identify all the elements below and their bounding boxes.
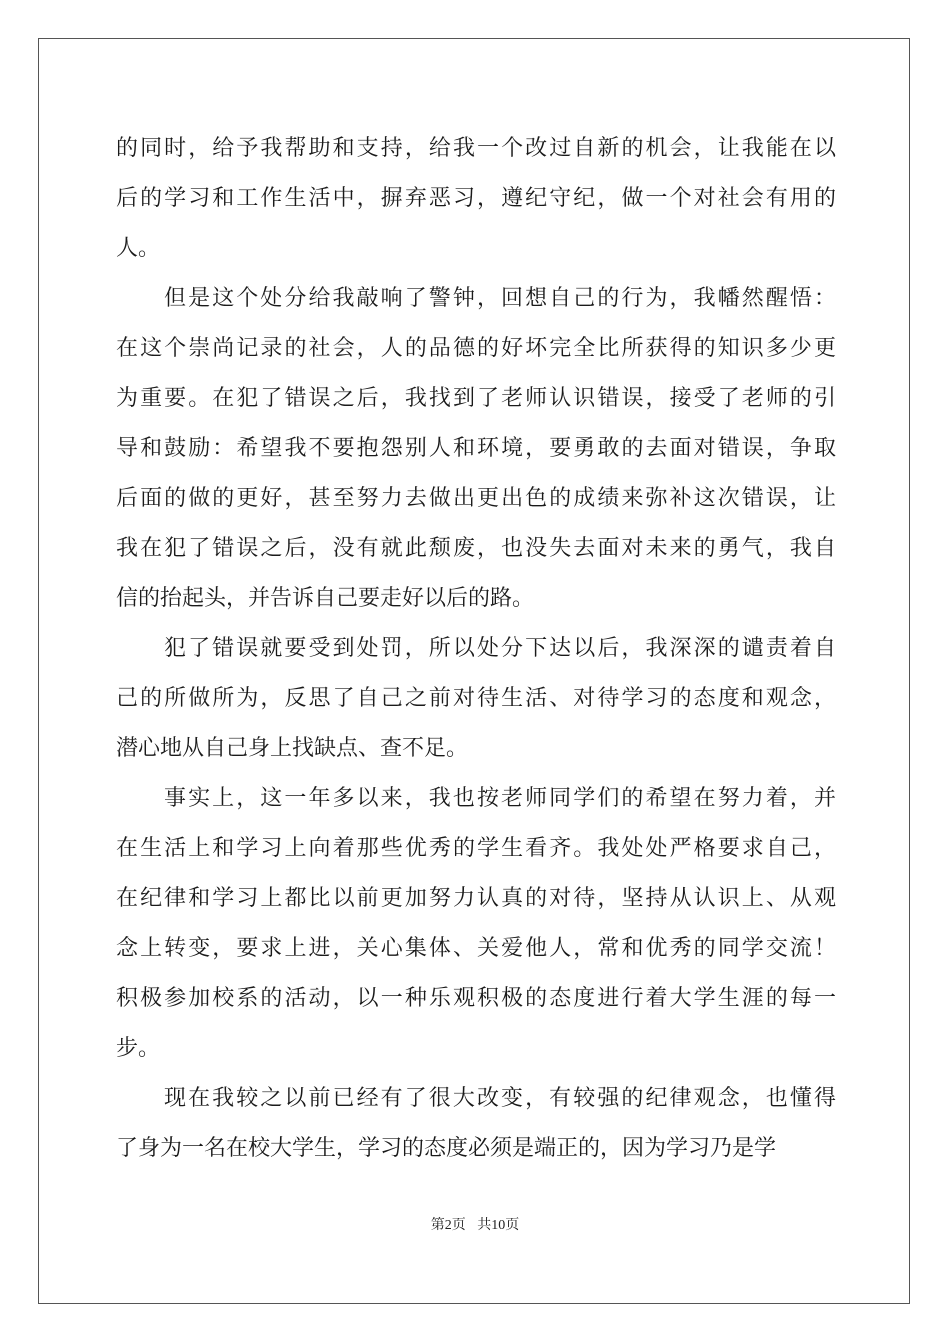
- text-line: 念上转变，要求上进，关心集体、关爱他人，常和优秀的同学交流！: [116, 936, 836, 961]
- text-line: 了身为一名在校大学生，学习的态度必须是端正的，因为学习乃是学: [116, 1136, 777, 1161]
- paragraph: [116, 624, 836, 774]
- text-line: 在纪律和学习上都比以前更加努力认真的对待，坚持从认识上、从观: [116, 886, 836, 911]
- text-line: 犯了错误就要受到处罚，所以处分下达以后，我深深的谴责着自: [164, 636, 836, 661]
- document-body: [116, 124, 836, 1174]
- paragraph: [116, 124, 836, 274]
- paragraph: [116, 1074, 836, 1174]
- paragraph: [116, 274, 836, 624]
- text-line: 在这个崇尚记录的社会，人的品德的好坏完全比所获得的知识多少更: [116, 336, 836, 361]
- text-line: 己的所做所为，反思了自己之前对待生活、对待学习的态度和观念，: [116, 686, 836, 711]
- text-line: 步。: [116, 1036, 161, 1061]
- text-line: 在生活上和学习上向着那些优秀的学生看齐。我处处严格要求自己，: [116, 836, 836, 861]
- text-line: 现在我较之以前已经有了很大改变，有较强的纪律观念，也懂得: [164, 1086, 836, 1111]
- text-line: 后面的做的更好，甚至努力去做出更出色的成绩来弥补这次错误，让: [116, 486, 836, 511]
- text-line: 我在犯了错误之后，没有就此颓废，也没失去面对未来的勇气，我自: [116, 536, 836, 561]
- text-line: 导和鼓励：希望我不要抱怨别人和环境，要勇敢的去面对错误，争取: [116, 436, 836, 461]
- text-line: 人。: [116, 236, 161, 261]
- page-footer: [0, 1214, 950, 1234]
- page-number: 第2页: [430, 1218, 466, 1233]
- text-line: 的同时，给予我帮助和支持，给我一个改过自新的机会，让我能在以: [116, 136, 836, 161]
- text-line: 但是这个处分给我敲响了警钟，回想自己的行为，我幡然醒悟：: [164, 286, 836, 311]
- text-line: 信的抬起头，并告诉自己要走好以后的路。: [116, 586, 535, 611]
- text-line: 事实上，这一年多以来，我也按老师同学们的希望在努力着，并: [164, 786, 836, 811]
- text-line: 潜心地从自己身上找缺点、查不足。: [116, 736, 469, 761]
- text-line: 后的学习和工作生活中，摒弃恶习，遵纪守纪，做一个对社会有用的: [116, 186, 836, 211]
- page-total: 共10页: [477, 1218, 520, 1233]
- text-line: 为重要。在犯了错误之后，我找到了老师认识错误，接受了老师的引: [116, 386, 836, 411]
- paragraph: [116, 774, 836, 1074]
- text-line: 积极参加校系的活动，以一种乐观积极的态度进行着大学生涯的每一: [116, 986, 836, 1011]
